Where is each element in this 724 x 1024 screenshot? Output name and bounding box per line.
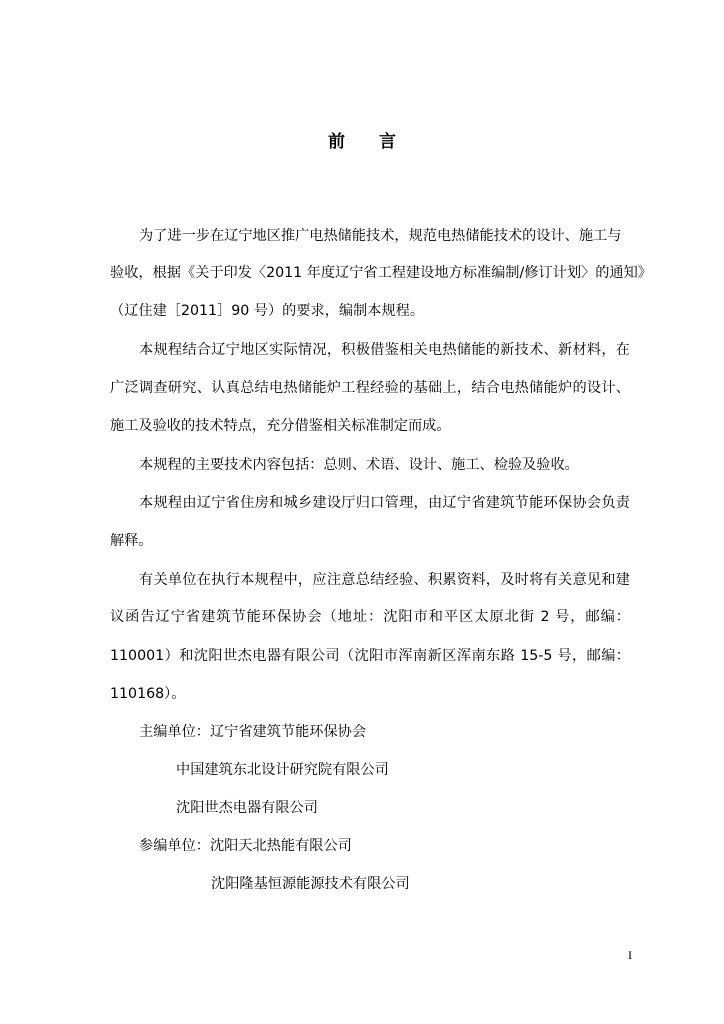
text-line: 本规程由辽宁省住房和城乡建设厅归口管理，由辽宁省建筑节能环保协会负责	[139, 495, 630, 511]
text-line: 本规程结合辽宁地区实际情况，积极借鉴相关电热储能的新技术、新材料，在	[139, 342, 630, 358]
text-line: 本规程的主要技术内容包括：总则、术语、设计、施工、检验及验收。	[139, 457, 579, 473]
text-line: 110168）。	[110, 686, 186, 702]
page-title: 前 言	[328, 132, 410, 152]
text-line: 中国建筑东北设计研究院有限公司	[176, 762, 389, 778]
text-line: 主编单位：辽宁省建筑节能环保协会	[139, 724, 367, 740]
text-line: 沈阳世杰电器有限公司	[176, 800, 318, 816]
text-line: 广泛调查研究、认真总结电热储能炉工程经验的基础上，结合电热储能炉的设计、	[110, 380, 630, 396]
text-line: 议函告辽宁省建筑节能环保协会（地址：沈阳市和平区太原北街 2 号，邮编：	[110, 609, 630, 625]
text-line: 参编单位：沈阳天北热能有限公司	[139, 838, 352, 854]
text-line: 沈阳隆基恒源能源技术有限公司	[211, 876, 410, 892]
text-line: 110001）和沈阳世杰电器有限公司（沈阳市浑南新区浑南东路 15-5 号，邮编：	[110, 648, 630, 664]
text-line: （辽住建［2011］90 号）的要求，编制本规程。	[110, 303, 425, 319]
text-line: 施工及验收的技术特点，充分借鉴相关标准制定而成。	[110, 418, 451, 434]
text-line: 为了进一步在辽宁地区推广电热储能技术，规范电热储能技术的设计、施工与	[139, 228, 622, 244]
page-number: I	[628, 948, 632, 962]
text-line: 有关单位在执行本规程中，应注意总结经验、积累资料，及时将有关意见和建	[139, 572, 630, 588]
text-line: 解释。	[110, 533, 153, 549]
text-line: 验收，根据《关于印发〈2011 年度辽宁省工程建设地方标准编制/修订计划〉的通知》	[110, 265, 652, 281]
